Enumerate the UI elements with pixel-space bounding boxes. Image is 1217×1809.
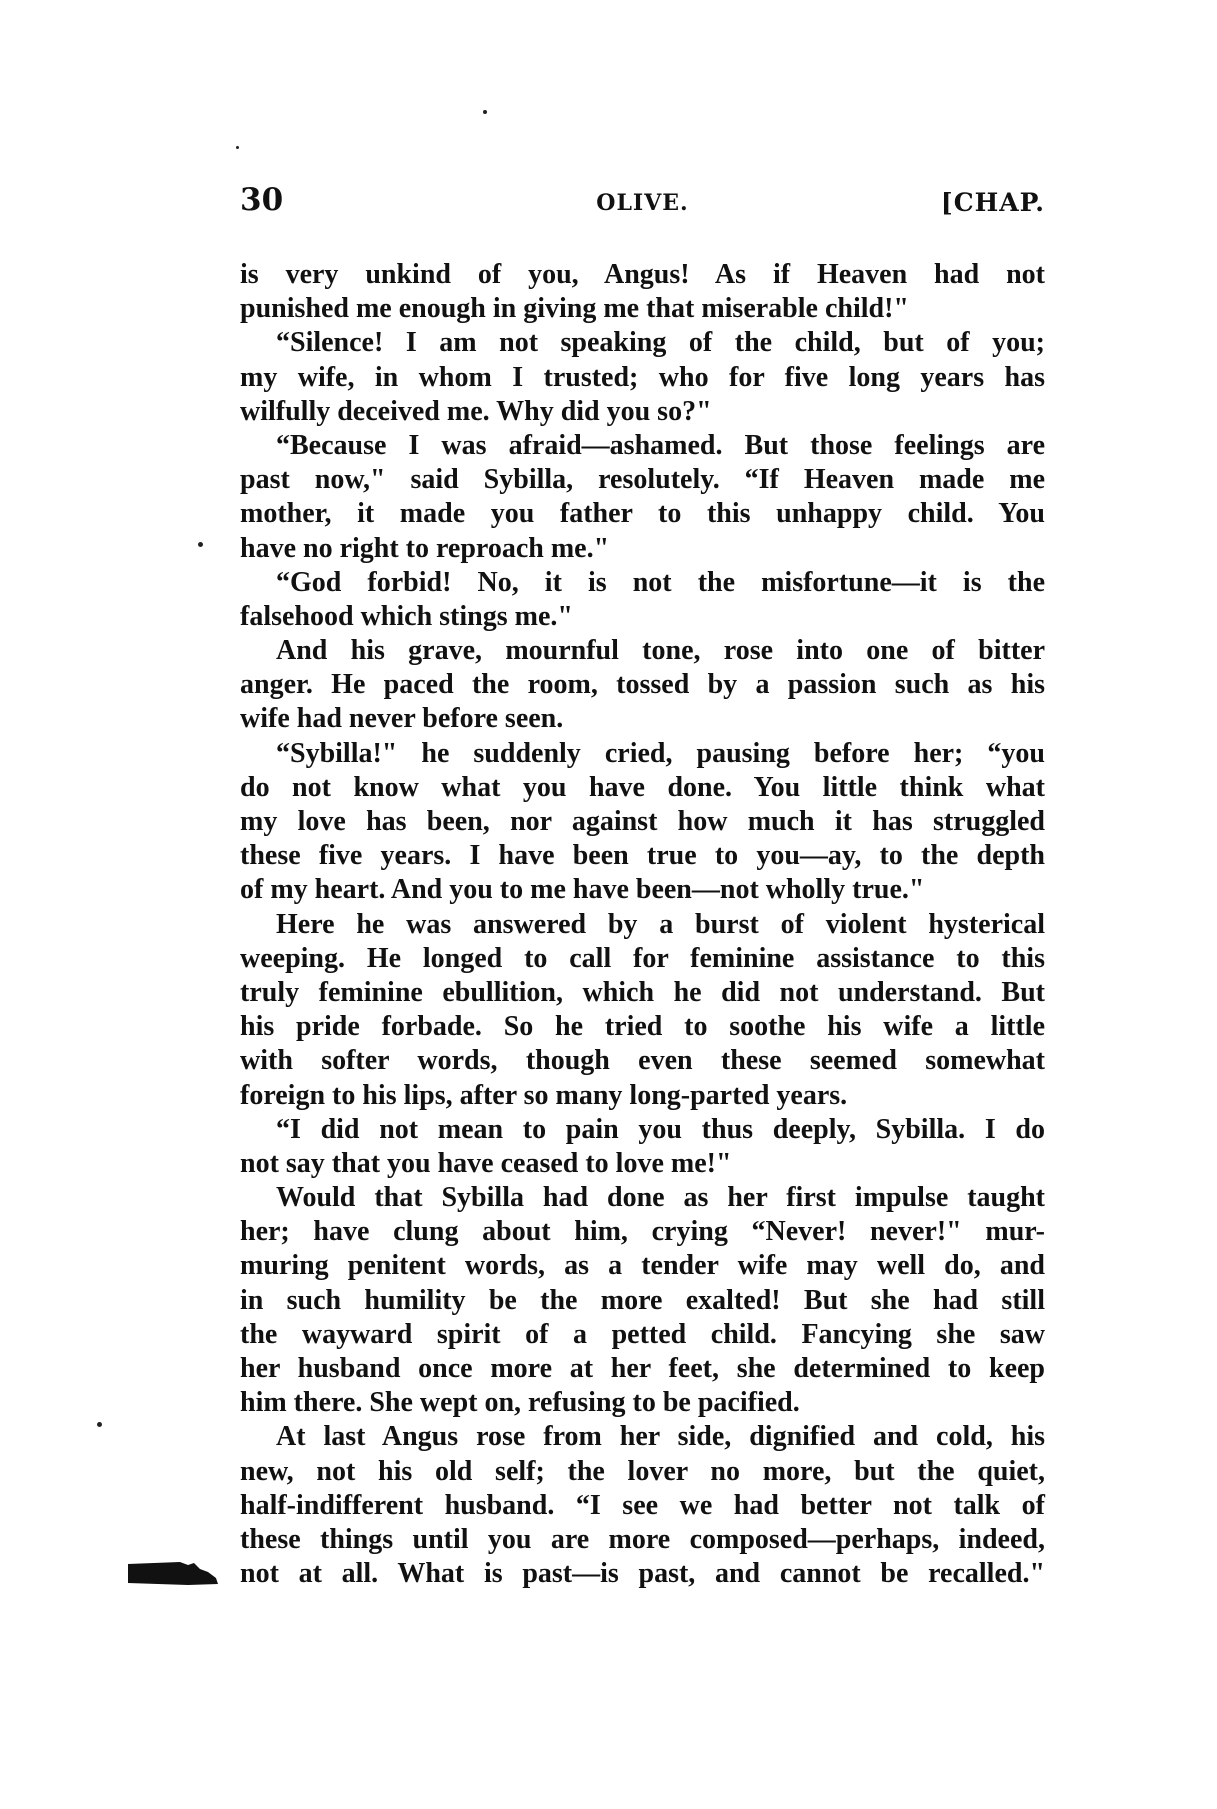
text-line: past now," said Sybilla, resolutely. “If Heaven made me: [240, 464, 1045, 496]
speck-mark: [236, 146, 239, 149]
text-line: her husband once more at her feet, she determined to keep: [240, 1353, 1045, 1384]
text-line: him there. She wept on, refusing to be pacified.: [240, 1387, 800, 1419]
text-line: wilfully deceived me. Why did you so?": [240, 395, 712, 427]
ink-blot-mark: [128, 1562, 218, 1586]
text-line: have no right to reproach me.": [240, 532, 610, 564]
chapter-label: [CHAP.: [940, 188, 1045, 217]
body-text: [240, 258, 1045, 1591]
text-line: of my heart. And you to me have been—not wholly true.": [240, 874, 925, 906]
text-line: these five years. I have been true to you—ay, to the depth: [240, 840, 1045, 872]
text-line: muring penitent words, as a tender wife may well do, and: [240, 1250, 1045, 1282]
text-line: new, not his old self; the lover no more, but the quiet,: [240, 1455, 1045, 1487]
text-line: “God forbid! No, it is not the misfortune—it is the: [276, 566, 1045, 598]
text-line: “Sybilla!" he suddenly cried, pausing before her; “you: [276, 737, 1045, 769]
text-line: not say that you have ceased to love me!": [240, 1147, 732, 1179]
text-line: these things until you are more composed—perhaps, indeed,: [240, 1523, 1045, 1555]
text-line: her; have clung about him, crying “Never! never!" mur-: [240, 1216, 1045, 1248]
text-line: in such humility be the more exalted! But she had still: [240, 1284, 1045, 1316]
text-line: not at all. What is past—is past, and cannot be recalled.": [240, 1558, 1045, 1590]
text-line: is very unkind of you, Angus! As if Heaven had not: [240, 259, 1045, 290]
text-line: half-indifferent husband. “I see we had better not talk of: [240, 1489, 1045, 1521]
margin-dot-mark: [97, 1422, 102, 1427]
text-line: his pride forbade. So he tried to soothe his wife a little: [240, 1011, 1045, 1043]
text-line: “Because I was afraid—ashamed. But those feelings are: [276, 429, 1045, 461]
text-line: Here he was answered by a burst of violent hysterical: [276, 908, 1045, 940]
text-line: weeping. He longed to call for feminine assistance to this: [240, 942, 1045, 974]
text-line: with softer words, though even these seemed somewhat: [240, 1045, 1045, 1077]
margin-dot-mark: [198, 542, 203, 547]
text-line: truly feminine ebullition, which he did not understand. But: [240, 976, 1045, 1008]
text-line: “Silence! I am not speaking of the child, but of you;: [276, 327, 1045, 359]
text-line: do not know what you have done. You little think what: [240, 771, 1045, 803]
text-line: At last Angus rose from her side, dignified and cold, his: [276, 1421, 1045, 1453]
running-head: [240, 182, 1045, 226]
text-line: my wife, in whom I trusted; who for five long years has: [240, 361, 1045, 393]
speck-mark: [483, 110, 487, 114]
text-line: “I did not mean to pain you thus deeply, Sybilla. I do: [276, 1113, 1045, 1145]
text-line: falsehood which stings me.": [240, 600, 573, 632]
page-number: 30: [240, 182, 284, 218]
text-line: Would that Sybilla had done as her first impulse taught: [276, 1182, 1045, 1214]
running-title: OLIVE.: [596, 190, 689, 216]
text-line: anger. He paced the room, tossed by a passion such as his: [240, 669, 1045, 701]
text-line: my love has been, nor against how much it has struggled: [240, 806, 1045, 837]
text-line: the wayward spirit of a petted child. Fancying she saw: [240, 1318, 1045, 1350]
text-line: punished me enough in giving me that miserable child!": [240, 293, 909, 325]
text-line: foreign to his lips, after so many long-parted years.: [240, 1079, 848, 1111]
text-line: And his grave, mournful tone, rose into one of bitter: [276, 635, 1045, 667]
text-line: wife had never before seen.: [240, 703, 564, 735]
text-line: mother, it made you father to this unhappy child. You: [240, 498, 1045, 530]
